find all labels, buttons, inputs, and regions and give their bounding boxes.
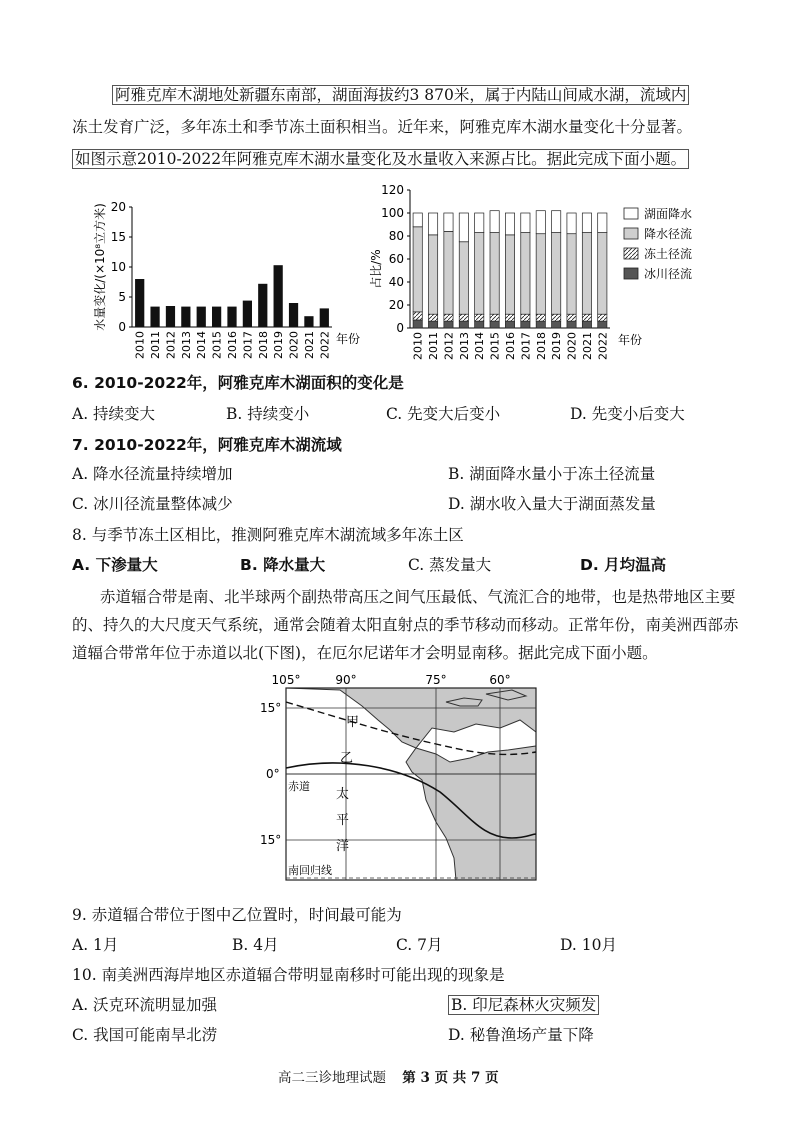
label-yi: 乙 <box>340 751 354 766</box>
water-source-stacked-chart <box>360 180 720 362</box>
chart2-x-tick-label: 2019 <box>550 332 564 360</box>
chart1-bar <box>274 265 283 327</box>
itcz-map <box>250 672 550 894</box>
chart2-bar-segment <box>582 233 591 315</box>
chart2-bar-segment <box>475 314 484 321</box>
chart2-bar-segment <box>567 321 576 328</box>
footer-exam-title: 高二三诊地理试题 <box>278 1070 386 1086</box>
chart2-bar-segment <box>459 213 468 242</box>
question-10: 10. 南美洲西海岸地区赤道辐合带明显南移时可能出现的现象是 <box>72 966 505 984</box>
chart2-bar-segment <box>444 314 453 321</box>
chart2-bar-segment <box>521 213 530 233</box>
chart2-bar-segment <box>521 314 530 321</box>
chart2-bar-segment <box>536 234 545 315</box>
chart2-bar-segment <box>505 235 514 314</box>
chart1-x-tick-label: 2017 <box>241 331 255 359</box>
chart2-bar-segment <box>490 233 499 315</box>
chart2-bar-segment <box>459 242 468 314</box>
question-6: 6. 2010-2022年，阿雅克库木湖面积的变化是 <box>72 374 404 392</box>
chart2-legend-swatch <box>624 228 638 239</box>
passage2-line2: 的、持久的大尺度天气系统，通常会随着太阳直射点的季节移动而移动。正常年份，南美洲西部赤 <box>72 616 739 634</box>
chart2-legend-label: 冻土径流 <box>644 247 693 261</box>
q6-option-c[interactable]: C. 先变大后变小 <box>386 405 501 423</box>
chart2-bar-segment <box>428 321 437 328</box>
chart2-x-tick-label: 2021 <box>580 332 594 360</box>
chart1-bar <box>166 306 175 327</box>
chart2-bar-segment <box>552 321 561 328</box>
passage1-line1: 阿雅克库木湖地处新疆东南部，湖面海拔约3 870米，属于内陆山间咸水湖，流域内 <box>112 84 689 106</box>
passage1-line3: 如图示意2010-2022年阿雅克库木湖水量变化及水量收入来源占比。据此完成下面小题。 <box>72 148 689 170</box>
q7-option-c[interactable]: C. 冰川径流量整体减少 <box>72 495 233 513</box>
q7-option-b[interactable]: B. 湖面降水量小于冻土径流量 <box>448 465 656 483</box>
chart2-bar-segment <box>459 314 468 321</box>
chart1-x-tick-label: 2011 <box>149 331 163 359</box>
chart2-x-tick-label: 2022 <box>596 332 610 360</box>
chart2-y-tick-label: 20 <box>388 298 404 312</box>
passage2-line1: 赤道辐合带是南、北半球两个副热带高压之间气压最低、气流汇合的地带，也是热带地区主要 <box>100 588 736 606</box>
q10-option-d[interactable]: D. 秘鲁渔场产量下降 <box>448 1026 594 1044</box>
water-change-bar-chart <box>90 192 380 362</box>
chart2-bar-segment <box>505 314 514 321</box>
chart2-bar-segment <box>490 211 499 233</box>
chart2-x-tick-label: 2010 <box>411 332 425 360</box>
chart2-bar-segment <box>475 233 484 315</box>
chart1-x-tick-label: 2012 <box>164 331 178 359</box>
chart2-y-tick-label: 40 <box>388 275 404 289</box>
chart2-legend-label: 降水径流 <box>644 227 693 241</box>
chart1-y-tick-label: 0 <box>118 320 126 334</box>
lat-label-15n: 15° <box>260 701 282 715</box>
chart2-bar-segment <box>413 213 422 227</box>
chart2-y-label: 占比/% <box>369 249 383 289</box>
chart2-bar-segment <box>521 321 530 328</box>
chart2-legend-swatch <box>624 208 638 219</box>
chart1-bar <box>135 279 144 327</box>
chart2-bar-segment <box>582 314 591 321</box>
chart1-y-tick-label: 5 <box>118 290 126 304</box>
chart2-bar-segment <box>598 314 607 321</box>
chart2-y-tick-label: 60 <box>388 252 404 266</box>
q9-option-c[interactable]: C. 7月 <box>396 936 443 954</box>
chart2-bar-segment <box>582 321 591 328</box>
chart2-bar-segment <box>428 213 437 235</box>
q9-option-b[interactable]: B. 4月 <box>232 936 279 954</box>
passage2-line3: 道辐合带常年位于赤道以北(下图)，在厄尔尼诺年才会明显南移。据此完成下面小题。 <box>72 644 658 662</box>
chart2-bar-segment <box>428 314 437 321</box>
chart2-legend-label: 湖面降水 <box>644 207 693 221</box>
chart2-bar-segment <box>536 211 545 234</box>
chart2-x-tick-label: 2011 <box>427 332 441 360</box>
chart1-x-tick-label: 2019 <box>272 331 286 359</box>
chart1-bar <box>227 307 236 327</box>
chart2-bar-segment <box>552 314 561 321</box>
q9-option-a[interactable]: A. 1月 <box>72 936 119 954</box>
chart2-x-tick-label: 2018 <box>534 332 548 360</box>
chart2-legend-swatch <box>624 248 638 259</box>
chart2-bar-segment <box>475 213 484 233</box>
chart1-x-tick-label: 2018 <box>256 331 270 359</box>
q9-option-d[interactable]: D. 10月 <box>560 936 617 954</box>
chart1-y-tick-label: 10 <box>110 260 126 274</box>
q7-option-d[interactable]: D. 湖水收入量大于湖面蒸发量 <box>448 495 656 513</box>
chart2-bar-segment <box>505 321 514 328</box>
chart2-bar-segment <box>598 321 607 328</box>
lat-label-0: 0° <box>266 767 280 781</box>
chart2-bar-segment <box>444 321 453 328</box>
chart1-x-label: 年份 <box>336 332 361 346</box>
chart1-x-tick-label: 2013 <box>179 331 193 359</box>
ocean-char-2: 平 <box>336 813 350 828</box>
chart1-bar <box>197 307 206 327</box>
chart2-bar-segment <box>567 213 576 234</box>
chart2-bar-segment <box>598 233 607 315</box>
chart1-x-tick-label: 2020 <box>287 331 301 359</box>
chart2-bar-segment <box>413 227 422 312</box>
q6-option-b[interactable]: B. 持续变小 <box>226 405 310 423</box>
ocean-char-1: 太 <box>336 787 350 802</box>
chart1-x-tick-label: 2016 <box>226 331 239 359</box>
chart2-bar-segment <box>536 321 545 328</box>
chart2-bar-segment <box>475 321 484 328</box>
chart2-x-tick-label: 2020 <box>565 332 579 360</box>
chart1-x-tick-label: 2014 <box>195 331 209 359</box>
chart2-bar-segment <box>428 235 437 314</box>
chart2-y-tick-label: 100 <box>381 206 404 220</box>
chart2-bar-segment <box>444 231 453 314</box>
tropic-label: 南回归线 <box>288 864 332 877</box>
chart1-bar <box>243 301 252 327</box>
chart2-bar-segment <box>598 213 607 233</box>
chart1-bar <box>150 307 159 327</box>
chart1-bar <box>181 307 190 327</box>
q8-option-d[interactable]: D. 月均温高 <box>580 556 667 574</box>
q10-option-a[interactable]: A. 沃克环流明显加强 <box>72 996 218 1014</box>
chart2-bar-segment <box>490 314 499 321</box>
chart1-bar <box>320 308 329 327</box>
chart2-y-tick-label: 80 <box>388 229 404 243</box>
label-jia: 甲 <box>346 715 360 730</box>
footer-page-number: 第 3 页 共 7 页 <box>402 1070 499 1086</box>
chart1-x-tick-label: 2010 <box>133 331 147 359</box>
chart2-y-tick-label: 120 <box>381 183 404 197</box>
q8-option-c[interactable]: C. 蒸发量大 <box>408 556 492 574</box>
chart2-bar-segment <box>413 320 422 328</box>
q8-option-a[interactable]: A. 下渗量大 <box>72 556 158 574</box>
q7-option-a[interactable]: A. 降水径流量持续增加 <box>72 465 233 483</box>
chart2-legend-swatch <box>624 268 638 279</box>
chart2-x-tick-label: 2016 <box>504 332 517 360</box>
chart2-y-tick-label: 0 <box>396 321 404 335</box>
lon-label-60: 60° <box>489 673 511 687</box>
question-8: 8. 与季节冻土区相比，推测阿雅克库木湖流域多年冻土区 <box>72 526 464 544</box>
q8-option-b[interactable]: B. 降水量大 <box>240 556 326 574</box>
chart2-x-label: 年份 <box>618 333 643 347</box>
chart1-bar <box>304 316 313 327</box>
passage1-line2: 冻土发育广泛，多年冻土和季节冻土面积相当。近年来，阿雅克库木湖水量变化十分显著。 <box>72 118 693 136</box>
chart2-bar-segment <box>536 314 545 321</box>
question-9: 9. 赤道辐合带位于图中乙位置时，时间最可能为 <box>72 906 402 924</box>
chart2-bar-segment <box>505 213 514 235</box>
chart1-bar <box>258 284 267 327</box>
chart1-bar <box>212 307 221 327</box>
chart2-x-tick-label: 2014 <box>473 332 487 360</box>
land-south-america <box>406 746 536 880</box>
ocean-char-3: 洋 <box>336 839 350 854</box>
chart2-bar-segment <box>582 213 591 233</box>
chart1-x-tick-label: 2015 <box>210 331 224 359</box>
chart2-bar-segment <box>413 312 422 320</box>
chart2-bar-segment <box>552 233 561 315</box>
chart2-x-tick-label: 2017 <box>519 332 533 360</box>
q6-option-a[interactable]: A. 持续变大 <box>72 405 156 423</box>
chart2-bar-segment <box>552 211 561 233</box>
chart2-bar-segment <box>490 321 499 328</box>
q6-option-d[interactable]: D. 先变小后变大 <box>570 405 685 423</box>
chart2-x-tick-label: 2015 <box>488 332 502 360</box>
q10-option-b[interactable]: B. 印尼森林火灾频发 <box>448 994 599 1016</box>
question-7: 7. 2010-2022年，阿雅克库木湖流域 <box>72 436 342 454</box>
chart2-bar-segment <box>567 234 576 315</box>
chart1-y-tick-label: 15 <box>110 230 126 244</box>
chart2-bar-segment <box>567 314 576 321</box>
lon-label-105: 105° <box>271 673 301 687</box>
chart1-x-tick-label: 2022 <box>318 331 332 359</box>
chart1-x-tick-label: 2021 <box>302 331 316 359</box>
chart1-y-tick-label: 20 <box>110 200 126 214</box>
equator-label: 赤道 <box>288 780 310 793</box>
chart2-bar-segment <box>521 233 530 315</box>
q10-option-c[interactable]: C. 我国可能南旱北涝 <box>72 1026 218 1044</box>
chart2-legend-label: 冰川径流 <box>644 267 693 281</box>
chart1-bar <box>289 303 298 327</box>
chart2-bar-segment <box>444 213 453 231</box>
lon-label-75: 75° <box>425 673 447 687</box>
chart2-bar-segment <box>459 321 468 328</box>
footer <box>278 1066 499 1086</box>
chart2-x-tick-label: 2012 <box>442 332 456 360</box>
chart1-y-label: 水量变化/(×10⁸立方米) <box>93 203 107 331</box>
lon-label-90: 90° <box>335 673 357 687</box>
lat-label-15s: 15° <box>260 833 282 847</box>
chart2-x-tick-label: 2013 <box>457 332 471 360</box>
